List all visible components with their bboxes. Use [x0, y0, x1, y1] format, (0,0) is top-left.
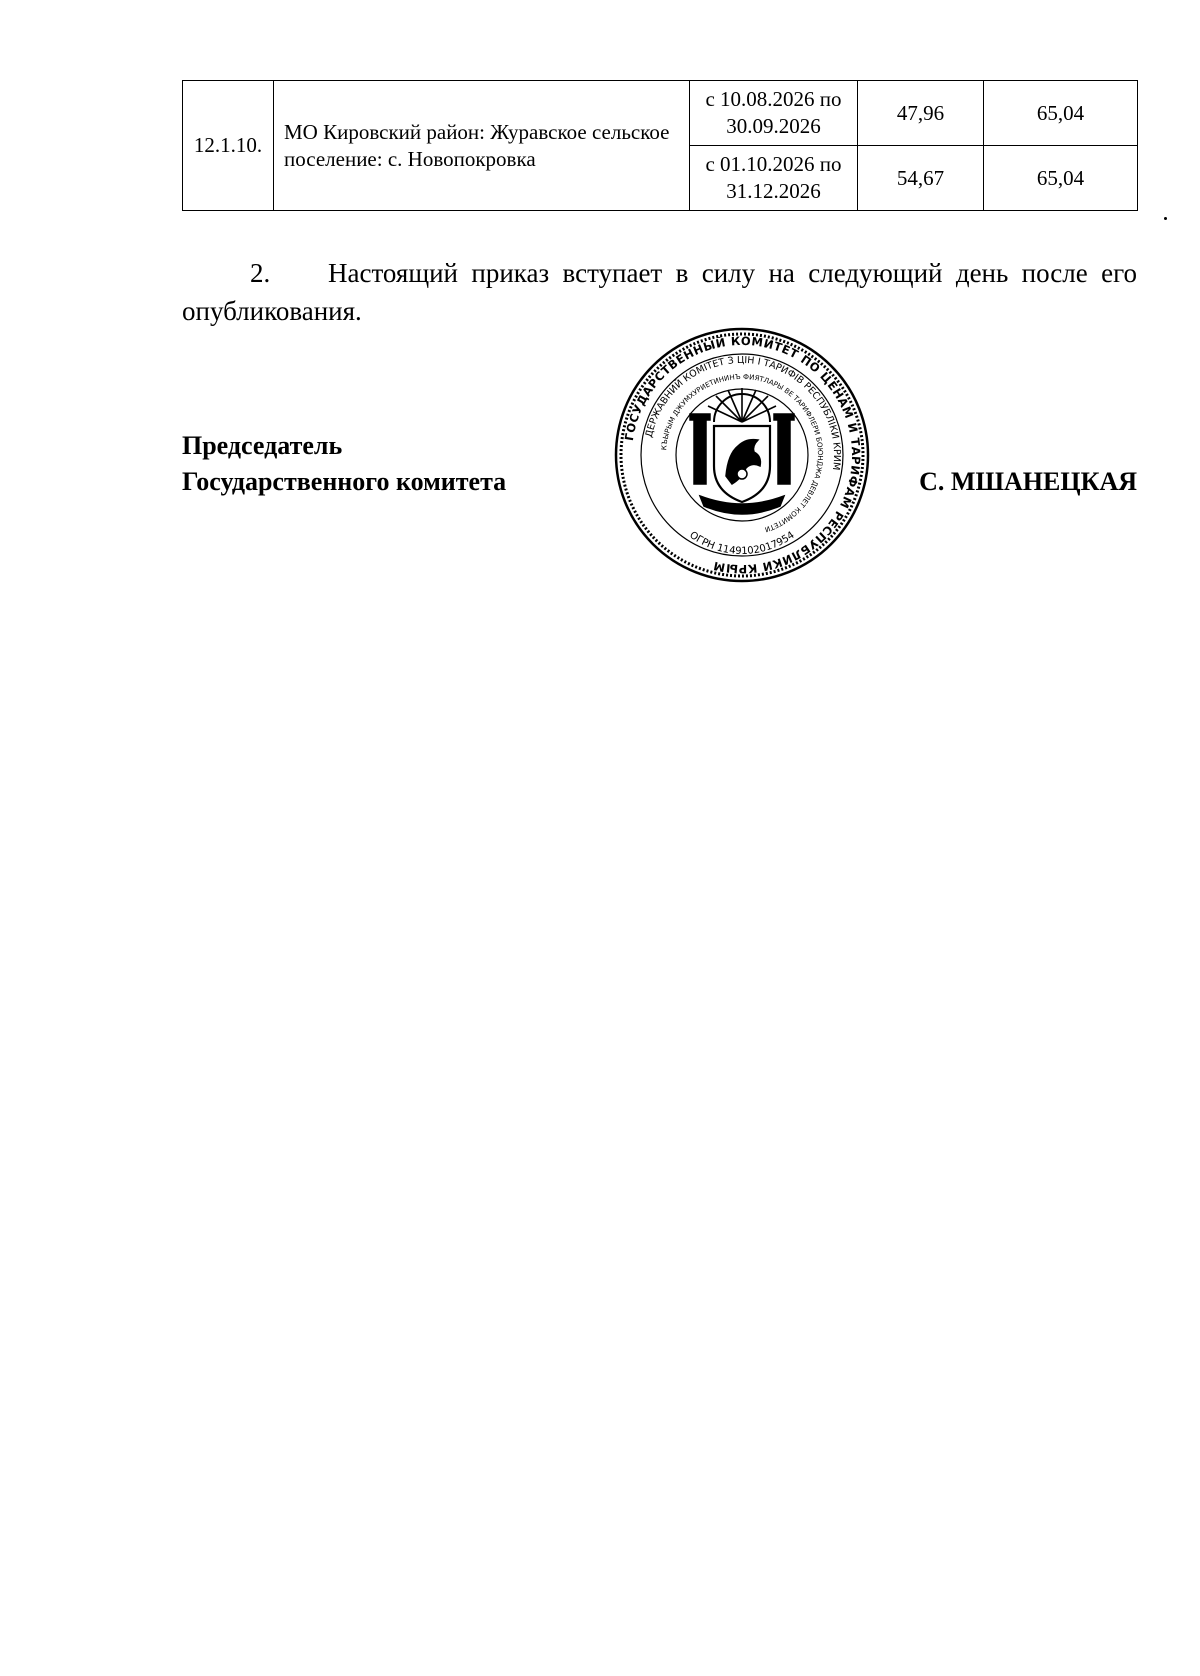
- value-cell: 54,67: [858, 146, 984, 211]
- position-line-2: Государственного комитета: [182, 467, 507, 496]
- row-number-cell: 12.1.10.: [183, 81, 274, 211]
- value-cell: 47,96: [858, 81, 984, 146]
- stamp-middle-text: ДЕРЖАВНИЙ КОМІТЕТ З ЦІН І ТАРИФІВ РЕСПУБЛІКИ КРИМ: [643, 354, 843, 471]
- coat-of-arms-icon: [690, 388, 794, 514]
- signatory-position: [182, 428, 506, 500]
- svg-text:ОГРН 1149102017954: [687, 530, 796, 557]
- position-line-1: Председатель: [182, 431, 343, 460]
- value-cell: 65,04: [984, 146, 1138, 211]
- period-cell: с 10.08.2026 по 30.09.2026: [690, 81, 858, 146]
- stamp-ogrn-text: ОГРН 1149102017954: [687, 529, 797, 558]
- stamp-outer-text: ГОСУДАРСТВЕННЫЙ КОМИТЕТ ПО ЦЕНАМ И ТАРИФАМ РЕСПУБЛИКИ КРЫМ: [621, 333, 864, 577]
- stamp-inner-text: КЪЫРЫМ ДЖУМХУРИЕТИНИНЪ ФИЯТЛАРЫ ВЕ ТАРИФЛЕРИ БОЮНДЖА ДЕВЛЕТ КОМИТЕТИ: [660, 372, 825, 534]
- period-cell: с 01.10.2026 по 31.12.2026: [690, 146, 858, 211]
- clause-number: 2.: [250, 258, 271, 288]
- locality-cell: МО Кировский район: Журавское сельское поселение: с. Новопокровка: [274, 81, 690, 211]
- signatory-name: С. МШАНЕЦКАЯ: [919, 467, 1137, 496]
- clause-text: Настоящий приказ вступает в силу на следующий день после его опубликования.: [182, 258, 1137, 326]
- tariff-table: [182, 80, 1138, 211]
- scan-dot-mark: [1164, 217, 1167, 220]
- official-seal-icon: [614, 326, 870, 584]
- value-cell: 65,04: [984, 81, 1138, 146]
- table-row: [183, 81, 1138, 146]
- clause-paragraph: [182, 254, 1137, 330]
